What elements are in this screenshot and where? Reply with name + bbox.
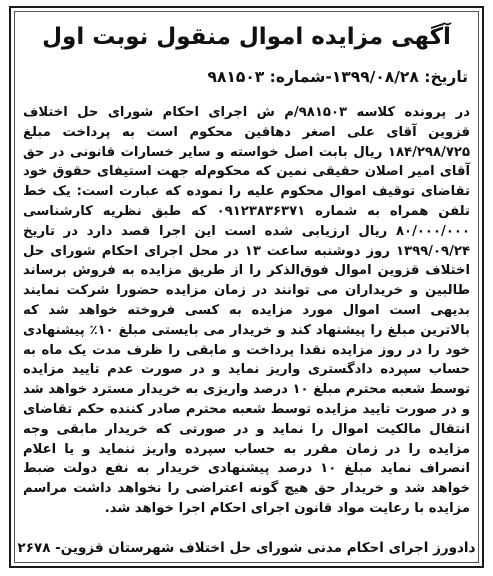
notice-body: در پرونده کلاسه ۹۸۱۵۰۳/م ش اجرای احکام شورای حل اختلاف قزوین آقای علی اصغر دهاقین محکوم است به پرداخت مبلغ ۱۸۴/۲۹۸/۷۲۵ ریال بابت اصل خواسته و سایر خسارات قانونی در حق آقای امیر اصلان حقیقی نمین که محکوم‌له جهت استیفای حقوق خود تقاضای توقیف اموال محکوم علیه را نموده که عبارت است: یک خط تلفن همراه به شماره ۰۹۱۲۳۸۳۶۳۷۱ که طبق نظریه کارشناسی ۸۰/۰۰۰/۰۰۰ ریال ارزیابی شده است این اجرا قصد دارد در تاریخ ۱۳۹۹/۰۹/۲۴ روز دوشنبه ساعت ۱۳ در محل اجرای احکام شورای حل اختلاف قزوین اموال فوق‌الذکر را از طریق مزایده به فروش برساند طالبین و خریداران می توانند در زمان مزایده حضورا شرکت نمایند بدیهی است اموال مورد مزایده به کسی فروخته خواهد شد که بالاترین مبلغ را پیشنهاد کند و خریدار می بایستی مبلغ ۱۰٪ پیشنهادی خود را در روز مزایده نقدا پرداخت و مابقی را ظرف مدت یک ماه به حساب سپرده دادگستری واریز نماید و در صورت عدم تایید مزایده توسط شعبه محترم مبلغ ۱۰ درصد واریزی به خریدار مسترد خواهد شد و در صورت تایید مزایده توسط شعبه محترم صادر کننده حکم تقاضای انتقال مالکیت اموال را نماید و در صورتی که خریدار مابقی وجه مزایده را در زمان مقرر به حساب سپرده واریز ننماید و یا اعلام انصراف نماید مبلغ ۱۰ درصد پیشنهادی خریدار به نفع دولت ضبط خواهد شد و خریدار حق هیچ گونه اعتراضی را نخواهد داشت مراسم مزایده با رعایت مواد قانون اجرای احکام اجرا خواهد شد. (23, 105, 471, 516)
auction-notice (9, 6, 484, 568)
notice-title: آگهی مزایده اموال منقول نوبت اول (42, 24, 451, 50)
date-and-number: تاریخ: ۱۳۹۹/۰۸/۲۸-شماره: ۹۸۱۵۰۳ (207, 68, 468, 86)
notice-signature: دادورز اجرای احکام مدنی شورای حل اختلاف شهرستان قزوین- ۲۶۷۸ (17, 540, 476, 556)
